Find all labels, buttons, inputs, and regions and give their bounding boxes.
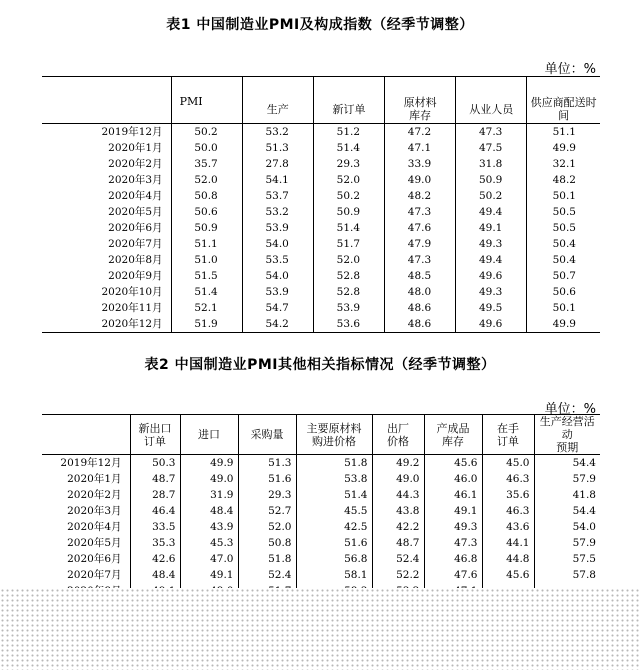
table-cell: 44.3 bbox=[372, 487, 424, 503]
row-label: 2020年2月 bbox=[67, 489, 122, 501]
table-cell: 49.1 bbox=[180, 567, 238, 583]
table-row bbox=[42, 300, 600, 316]
table-cell: 52.2 bbox=[372, 567, 424, 583]
table-cell: 50.7 bbox=[527, 268, 600, 284]
table-row bbox=[42, 252, 600, 268]
table-cell: 50.4 bbox=[527, 236, 600, 252]
table2-header-purchase-quantity: 采购量 bbox=[238, 415, 296, 455]
table-cell: 51.3 bbox=[242, 140, 313, 156]
table-cell: 33.5 bbox=[130, 519, 180, 535]
table-cell: 51.4 bbox=[313, 140, 384, 156]
table2-header-row bbox=[42, 415, 600, 455]
table-cell: 50.6 bbox=[171, 204, 242, 220]
table1-unit: 单位：% bbox=[544, 62, 596, 77]
table-cell: 47.2 bbox=[385, 124, 456, 141]
table-cell: 52.0 bbox=[313, 252, 384, 268]
table-cell: 33.9 bbox=[385, 156, 456, 172]
table-cell: 48.5 bbox=[385, 268, 456, 284]
row-label: 2020年10月 bbox=[101, 286, 163, 298]
table2-header-imports: 进口 bbox=[180, 415, 238, 455]
table-cell: 51.1 bbox=[171, 236, 242, 252]
table-cell: 48.0 bbox=[385, 284, 456, 300]
table-row bbox=[42, 220, 600, 236]
table-cell: 35.7 bbox=[171, 156, 242, 172]
table-cell: 49.4 bbox=[456, 204, 527, 220]
table1-header-pmi: PMI bbox=[171, 77, 242, 124]
table2-header-new-export-orders: 新出口 订单 bbox=[130, 415, 180, 455]
table-cell: 51.7 bbox=[313, 236, 384, 252]
table-cell: 46.4 bbox=[130, 503, 180, 519]
table-cell: 54.7 bbox=[242, 300, 313, 316]
row-label: 2020年6月 bbox=[67, 553, 122, 565]
table-cell: 49.0 bbox=[385, 172, 456, 188]
table-cell: 50.5 bbox=[527, 204, 600, 220]
table-cell: 52.0 bbox=[313, 172, 384, 188]
table-cell: 54.2 bbox=[242, 316, 313, 333]
row-label: 2020年12月 bbox=[101, 318, 163, 330]
row-label: 2019年12月 bbox=[60, 457, 122, 469]
row-label: 2020年9月 bbox=[108, 270, 163, 282]
table-cell: 47.6 bbox=[424, 567, 482, 583]
table-cell: 45.0 bbox=[482, 455, 534, 472]
table-cell: 57.5 bbox=[534, 551, 600, 567]
table1-header-production: 生产 bbox=[242, 77, 313, 124]
table-cell: 58.1 bbox=[296, 567, 372, 583]
table-row bbox=[42, 567, 600, 583]
row-label: 2020年4月 bbox=[108, 190, 163, 202]
table-cell: 57.8 bbox=[534, 567, 600, 583]
table-cell: 51.4 bbox=[171, 284, 242, 300]
table-cell: 51.2 bbox=[313, 124, 384, 141]
table-cell: 48.7 bbox=[130, 471, 180, 487]
table-cell: 50.9 bbox=[171, 220, 242, 236]
table-cell: 49.3 bbox=[456, 236, 527, 252]
table-cell: 52.0 bbox=[238, 519, 296, 535]
table-cell: 52.7 bbox=[238, 503, 296, 519]
table-cell: 48.7 bbox=[372, 535, 424, 551]
table-cell: 53.7 bbox=[242, 188, 313, 204]
table-cell: 56.8 bbox=[296, 551, 372, 567]
table-cell: 41.8 bbox=[534, 487, 600, 503]
table-cell: 50.4 bbox=[527, 252, 600, 268]
table1-title: 表1 中国制造业PMI及构成指数（经季节调整） bbox=[166, 17, 474, 33]
table-cell: 47.1 bbox=[385, 140, 456, 156]
table1-header-employment: 从业人员 bbox=[456, 77, 527, 124]
table-cell: 31.8 bbox=[456, 156, 527, 172]
table2-header-backlog-orders: 在手 订单 bbox=[482, 415, 534, 455]
table-cell: 49.0 bbox=[372, 471, 424, 487]
table-cell: 51.4 bbox=[296, 487, 372, 503]
table-cell: 46.1 bbox=[424, 487, 482, 503]
table-cell: 49.4 bbox=[456, 252, 527, 268]
table-row bbox=[42, 156, 600, 172]
table-cell: 49.6 bbox=[456, 268, 527, 284]
table-cell: 49.0 bbox=[180, 471, 238, 487]
table-cell: 50.3 bbox=[130, 455, 180, 472]
table1-header-row bbox=[42, 77, 600, 124]
table-cell: 50.8 bbox=[238, 535, 296, 551]
table-cell: 53.2 bbox=[242, 204, 313, 220]
table-cell: 48.6 bbox=[385, 300, 456, 316]
table-cell: 48.6 bbox=[385, 316, 456, 333]
dotted-overlay bbox=[0, 588, 640, 670]
table-row bbox=[42, 204, 600, 220]
table-cell: 43.8 bbox=[372, 503, 424, 519]
table-cell: 49.6 bbox=[456, 316, 527, 333]
table-cell: 49.3 bbox=[424, 519, 482, 535]
table-cell: 57.9 bbox=[534, 471, 600, 487]
table-cell: 51.6 bbox=[238, 471, 296, 487]
table2-header-output-prices: 出厂 价格 bbox=[372, 415, 424, 455]
table-cell: 52.4 bbox=[238, 567, 296, 583]
table-row bbox=[42, 551, 600, 567]
table-cell: 46.3 bbox=[482, 503, 534, 519]
table-cell: 49.1 bbox=[456, 220, 527, 236]
table2-header-corner bbox=[42, 415, 130, 455]
table-cell: 45.3 bbox=[180, 535, 238, 551]
table-cell: 54.0 bbox=[242, 268, 313, 284]
table-cell: 49.9 bbox=[180, 455, 238, 472]
table-cell: 50.1 bbox=[527, 188, 600, 204]
table-cell: 49.3 bbox=[456, 284, 527, 300]
table-cell: 53.9 bbox=[313, 300, 384, 316]
table-cell: 47.3 bbox=[424, 535, 482, 551]
table-cell: 27.8 bbox=[242, 156, 313, 172]
table-cell: 50.8 bbox=[171, 188, 242, 204]
table-cell: 52.8 bbox=[313, 284, 384, 300]
row-label: 2020年1月 bbox=[108, 142, 163, 154]
row-label: 2020年5月 bbox=[108, 206, 163, 218]
table-cell: 52.1 bbox=[171, 300, 242, 316]
table2-header-business-expectations: 生产经营活动 预期 bbox=[534, 415, 600, 455]
table-cell: 46.3 bbox=[482, 471, 534, 487]
table-cell: 46.8 bbox=[424, 551, 482, 567]
table-row bbox=[42, 503, 600, 519]
table-cell: 54.4 bbox=[534, 503, 600, 519]
table-cell: 57.9 bbox=[534, 535, 600, 551]
table-row bbox=[42, 284, 600, 300]
table-cell: 51.6 bbox=[296, 535, 372, 551]
table-cell: 53.2 bbox=[242, 124, 313, 141]
row-label: 2020年2月 bbox=[108, 158, 163, 170]
table-row bbox=[42, 519, 600, 535]
table-cell: 52.0 bbox=[171, 172, 242, 188]
table-row bbox=[42, 316, 600, 333]
table-cell: 51.5 bbox=[171, 268, 242, 284]
table-cell: 47.9 bbox=[385, 236, 456, 252]
row-label: 2020年7月 bbox=[108, 238, 163, 250]
table-cell: 53.6 bbox=[313, 316, 384, 333]
table2-unit: 单位：% bbox=[544, 402, 596, 417]
table-cell: 54.1 bbox=[242, 172, 313, 188]
table-cell: 29.3 bbox=[313, 156, 384, 172]
table-cell: 35.6 bbox=[482, 487, 534, 503]
table-cell: 35.3 bbox=[130, 535, 180, 551]
table-cell: 52.8 bbox=[313, 268, 384, 284]
table-cell: 51.8 bbox=[296, 455, 372, 472]
table2-header-finished-goods-inventory: 产成品 库存 bbox=[424, 415, 482, 455]
row-label: 2020年5月 bbox=[67, 537, 122, 549]
table-cell: 54.0 bbox=[242, 236, 313, 252]
table-cell: 51.1 bbox=[527, 124, 600, 141]
row-label: 2020年11月 bbox=[101, 302, 163, 314]
table-cell: 50.5 bbox=[527, 220, 600, 236]
table2-header-input-prices: 主要原材料 购进价格 bbox=[296, 415, 372, 455]
table-cell: 50.0 bbox=[171, 140, 242, 156]
table-cell: 53.8 bbox=[296, 471, 372, 487]
table-cell: 45.6 bbox=[482, 567, 534, 583]
row-label: 2020年3月 bbox=[108, 174, 163, 186]
table-cell: 49.2 bbox=[372, 455, 424, 472]
row-label: 2020年1月 bbox=[67, 473, 122, 485]
table-cell: 50.1 bbox=[527, 300, 600, 316]
table-cell: 50.2 bbox=[456, 188, 527, 204]
table-row bbox=[42, 455, 600, 472]
table-row bbox=[42, 124, 600, 141]
table1-header-new-orders: 新订单 bbox=[313, 77, 384, 124]
table-row bbox=[42, 471, 600, 487]
table-cell: 49.9 bbox=[527, 316, 600, 333]
table-cell: 53.9 bbox=[242, 220, 313, 236]
table-cell: 48.4 bbox=[180, 503, 238, 519]
row-label: 2020年7月 bbox=[67, 569, 122, 581]
table-cell: 54.4 bbox=[534, 455, 600, 472]
table-cell: 50.2 bbox=[313, 188, 384, 204]
table-cell: 42.6 bbox=[130, 551, 180, 567]
table1-header-raw-inventory: 原材料 库存 bbox=[385, 77, 456, 124]
table-cell: 42.2 bbox=[372, 519, 424, 535]
table-cell: 44.8 bbox=[482, 551, 534, 567]
table-cell: 50.2 bbox=[171, 124, 242, 141]
table-cell: 47.0 bbox=[180, 551, 238, 567]
table-cell: 52.4 bbox=[372, 551, 424, 567]
table-cell: 51.4 bbox=[313, 220, 384, 236]
table-cell: 47.3 bbox=[385, 204, 456, 220]
row-label: 2020年3月 bbox=[67, 505, 122, 517]
table-cell: 53.5 bbox=[242, 252, 313, 268]
table-cell: 48.2 bbox=[527, 172, 600, 188]
table-cell: 51.9 bbox=[171, 316, 242, 333]
table-row bbox=[42, 172, 600, 188]
table-row bbox=[42, 140, 600, 156]
table-cell: 32.1 bbox=[527, 156, 600, 172]
table-row bbox=[42, 487, 600, 503]
table-cell: 49.5 bbox=[456, 300, 527, 316]
table-cell: 48.4 bbox=[130, 567, 180, 583]
table-cell: 49.1 bbox=[424, 503, 482, 519]
table-cell: 29.3 bbox=[238, 487, 296, 503]
table2-title: 表2 中国制造业PMI其他相关指标情况（经季节调整） bbox=[144, 357, 496, 373]
table-row bbox=[42, 188, 600, 204]
table-cell: 54.0 bbox=[534, 519, 600, 535]
table-cell: 51.8 bbox=[238, 551, 296, 567]
table-cell: 45.5 bbox=[296, 503, 372, 519]
table-cell: 50.6 bbox=[527, 284, 600, 300]
table-cell: 48.2 bbox=[385, 188, 456, 204]
table-cell: 47.5 bbox=[456, 140, 527, 156]
table-cell: 43.6 bbox=[482, 519, 534, 535]
row-label: 2020年6月 bbox=[108, 222, 163, 234]
table-row bbox=[42, 236, 600, 252]
table-cell: 44.1 bbox=[482, 535, 534, 551]
table-cell: 51.3 bbox=[238, 455, 296, 472]
table-cell: 53.9 bbox=[242, 284, 313, 300]
table1 bbox=[42, 76, 600, 333]
row-label: 2019年12月 bbox=[101, 126, 163, 138]
table-cell: 45.6 bbox=[424, 455, 482, 472]
table-cell: 50.9 bbox=[456, 172, 527, 188]
table1-header-corner bbox=[42, 77, 171, 124]
row-label: 2020年8月 bbox=[108, 254, 163, 266]
row-label: 2020年4月 bbox=[67, 521, 122, 533]
table-cell: 43.9 bbox=[180, 519, 238, 535]
table-cell: 49.9 bbox=[527, 140, 600, 156]
table-row bbox=[42, 535, 600, 551]
table-cell: 42.5 bbox=[296, 519, 372, 535]
table-row bbox=[42, 268, 600, 284]
table-cell: 28.7 bbox=[130, 487, 180, 503]
table-cell: 47.3 bbox=[456, 124, 527, 141]
table-cell: 50.9 bbox=[313, 204, 384, 220]
table1-header-delivery-time: 供应商配送时 间 bbox=[527, 77, 600, 124]
table-cell: 51.0 bbox=[171, 252, 242, 268]
table2 bbox=[42, 414, 600, 599]
table-cell: 47.3 bbox=[385, 252, 456, 268]
table-cell: 47.6 bbox=[385, 220, 456, 236]
table-cell: 31.9 bbox=[180, 487, 238, 503]
table-cell: 46.0 bbox=[424, 471, 482, 487]
